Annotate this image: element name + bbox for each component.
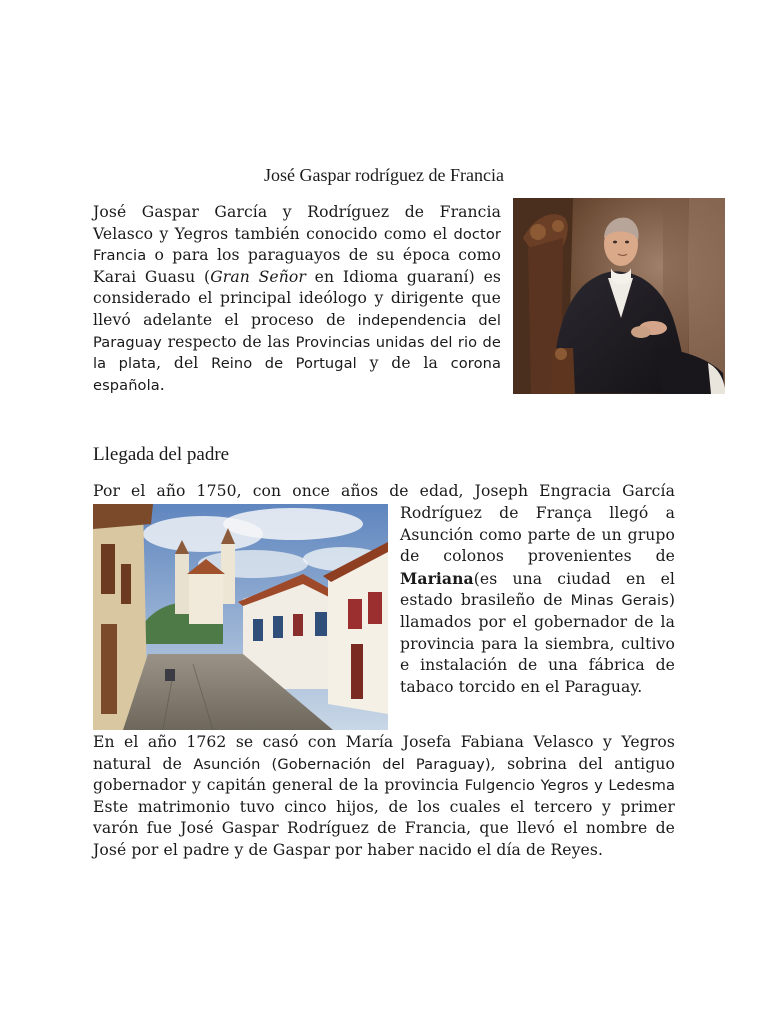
side-text: ) llamados por el gobernador de la provincia para la siembra, cultivo e instalación de una fábrica de tabaco torcido en el Paraguay.	[400, 591, 676, 696]
rest-text: Este matrimonio tuvo cinco hijos, de los cuales el tercero y primer varón fue José Gaspar Rodríguez de Francia, que llevó el nombre de José por el padre y de Gaspar por haber nacido el día de Reyes.	[93, 797, 675, 859]
side-text: Rodríguez de França llegó a Asunción como parte de un grupo de colonos provenientes de	[400, 504, 675, 566]
link-minas-gerais[interactable]: Minas Gerais	[570, 592, 669, 610]
section-heading: Llegada del padre	[93, 444, 230, 465]
document-title: José Gaspar rodríguez de Francia	[264, 165, 504, 185]
link-fulgencio-yegros[interactable]: Fulgencio Yegros y Ledesma	[464, 777, 675, 795]
town-image	[93, 504, 388, 730]
paragraph-side-text	[400, 503, 675, 698]
portrait-image	[513, 198, 725, 394]
italic-gran-senor: Gran Señor	[210, 267, 306, 286]
paragraph-rest	[93, 732, 675, 862]
link-doctor-francia[interactable]: doctor Francia	[93, 225, 501, 265]
link-asuncion[interactable]: Asunción (Gobernación del Paraguay)	[193, 755, 491, 773]
intro-text: o para los paraguayos de su época como Karai Guasu (	[93, 246, 501, 286]
link-reino-portugal[interactable]: Reino de Portugal	[211, 355, 357, 373]
link-corona-espanola[interactable]: corona española	[93, 355, 501, 394]
bold-mariana: Mariana	[400, 568, 474, 588]
intro-text: en Idioma guaraní) es considerado el principal ideólogo y dirigente que llevó adelante el proceso de	[93, 267, 501, 329]
intro-text: .	[159, 375, 165, 394]
intro-text: y de la	[356, 354, 451, 373]
rest-text: En el año 1762 se casó con María Josefa Fabiana Velasco y Yegros natural de	[93, 733, 675, 773]
intro-paragraph	[93, 202, 501, 396]
intro-text: respecto de las	[161, 332, 296, 351]
paragraph-first-line: Por el año 1750, con once años de edad, Joseph Engracia García	[93, 482, 675, 500]
intro-text: , del	[156, 354, 212, 373]
intro-text: José Gaspar García y Rodríguez de Francia Velasco y Yegros también conocido como el	[93, 203, 501, 243]
rest-text: , sobrina del antiguo gobernador y capitán general de la provincia	[93, 754, 675, 795]
link-independencia[interactable]: independencia del Paraguay	[93, 311, 501, 351]
side-text: (es una ciudad en el estado brasileño de	[400, 569, 675, 610]
link-provincias-unidas[interactable]: Provincias unidas del rio de la plata	[93, 333, 501, 373]
